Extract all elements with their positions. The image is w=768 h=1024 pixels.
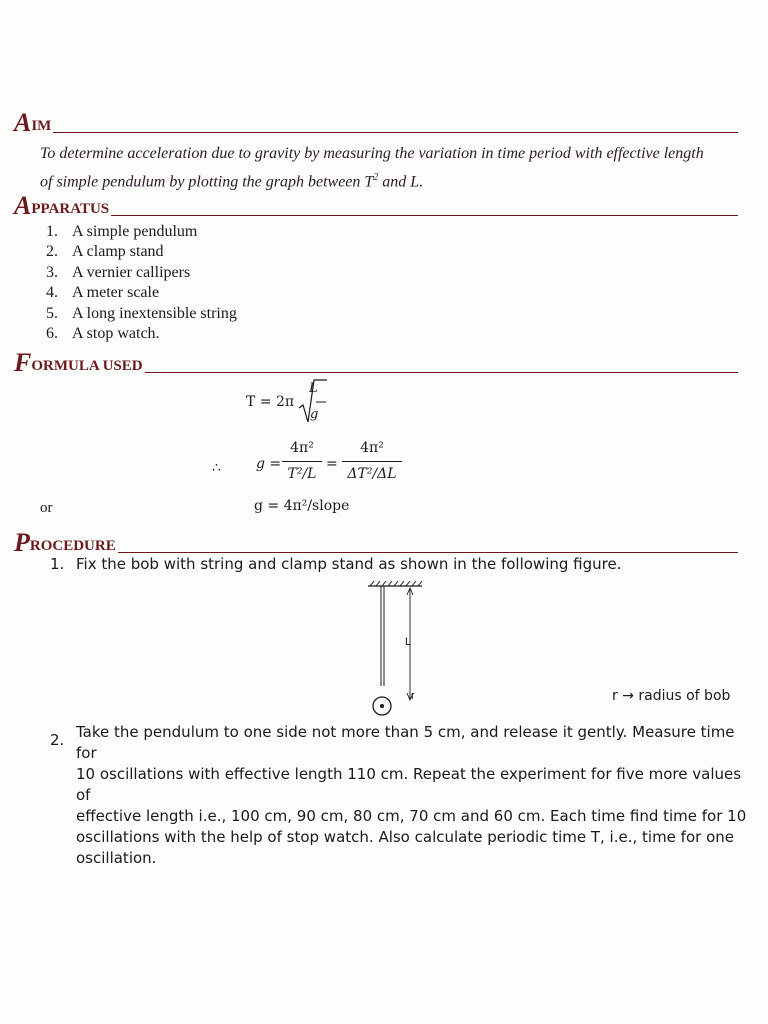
list-item (46, 222, 237, 242)
list-item (46, 324, 237, 344)
list-item (46, 304, 237, 324)
procedure-step1-text: Fix the bob with string and clamp stand as shown in the following figure. (76, 555, 622, 573)
equation-period-denominator: g (310, 407, 319, 422)
apparatus-heading-cap: A (14, 191, 32, 220)
formula-heading-rule (145, 372, 738, 373)
procedure-heading (14, 530, 738, 556)
formula-heading-cap: F (14, 348, 32, 377)
clamp-hatching (370, 581, 422, 586)
procedure-heading-cap: P (14, 528, 30, 557)
therefore-sign: ∴ (212, 460, 221, 476)
equation-period-numerator: L (309, 381, 318, 396)
list-item-text: A vernier callipers (72, 263, 191, 281)
apparatus-heading (14, 193, 738, 219)
procedure-step2-line: oscillation. (76, 849, 157, 867)
list-item-text: A simple pendulum (72, 223, 198, 240)
list-item-number: 5. (46, 304, 58, 322)
procedure-step2-line: effective length i.e., 100 cm, 90 cm, 80 cm, 70 cm and 60 cm. Each time find time for 10 (76, 807, 747, 825)
aim-text-line2-post: and L. (378, 173, 424, 191)
procedure-step2-line: 10 oscillations with effective length 110 cm. Repeat the experiment for five more values of (76, 765, 742, 804)
formula-heading-rest: ORMULA USED (31, 358, 143, 374)
list-item-text: A stop watch. (72, 325, 160, 343)
apparatus-heading-rest: PPARATUS (31, 201, 110, 217)
equation-g-fraction1-numerator: 4π² (290, 440, 314, 456)
apparatus-list (46, 222, 237, 344)
procedure-step2-line: Take the pendulum to one side not more than 5 cm, and release it gently. Measure time for (76, 723, 735, 762)
figure-label-radius: r (411, 690, 415, 702)
list-item (46, 283, 237, 303)
formula-heading (14, 350, 738, 376)
procedure-heading-rule (118, 552, 738, 553)
equation-g-fraction2-denominator: ΔT²/ΔL (347, 466, 397, 482)
bob-center-dot (380, 704, 384, 708)
procedure-step2-number: 2. (50, 731, 65, 749)
radius-note: r → radius of bob (612, 688, 731, 704)
equation-period-lhs: T = 2π (246, 394, 295, 410)
equation-g-lhs: g = (256, 456, 282, 472)
aim-heading-cap: A (14, 108, 32, 137)
aim-text-line2 (40, 166, 740, 194)
list-item-text: A meter scale (72, 284, 160, 302)
fraction-bar (282, 461, 322, 462)
list-item (46, 242, 237, 262)
procedure-heading-rest: ROCEDURE (29, 538, 116, 554)
list-item (46, 263, 237, 283)
equation-g-fraction2-numerator: 4π² (360, 440, 384, 456)
aim-heading-rule (53, 132, 738, 133)
list-item-number: 2. (46, 243, 58, 261)
list-item-number: 6. (46, 325, 58, 343)
list-item-text: A clamp stand (72, 243, 164, 261)
apparatus-heading-rule (111, 215, 738, 216)
equation-g-fraction1-denominator: T²/L (287, 466, 317, 482)
equation-slope: g = 4π²/slope (254, 498, 350, 514)
figure-label-length: L (405, 636, 412, 648)
aim-text-line2-pre: of simple pendulum by plotting the graph between T (40, 173, 374, 191)
list-item-number: 1. (46, 223, 58, 240)
procedure-step2-text (76, 722, 752, 869)
fraction-bar (342, 461, 402, 462)
pendulum-figure (360, 578, 440, 720)
procedure-step2-line: oscillations with the help of stop watch. Also calculate periodic time T, i.e., time for one (76, 828, 734, 846)
aim-heading-rest: IM (31, 118, 52, 134)
list-item-number: 4. (46, 284, 58, 302)
aim-text-line2-sup: 2 (373, 172, 379, 183)
aim-text-line1: To determine acceleration due to gravity by measuring the variation in time period with effective length (40, 145, 704, 162)
or-label: or (40, 500, 53, 516)
aim-heading (14, 110, 738, 136)
list-item-text: A long inextensible string (72, 304, 237, 322)
aim-text (40, 142, 740, 194)
equation-g-equals: = (326, 456, 338, 472)
procedure-step1-number: 1. (50, 555, 65, 573)
list-item-number: 3. (46, 263, 58, 281)
